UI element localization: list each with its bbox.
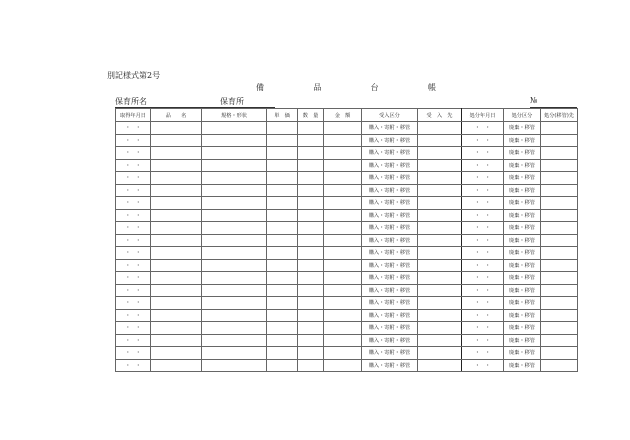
table-cell xyxy=(298,147,324,160)
date-cell: ・ ・ xyxy=(462,359,504,372)
dispose-type-cell: 廃棄・移管 xyxy=(504,134,541,147)
table-cell xyxy=(541,184,578,197)
col-header: 取得年月日 xyxy=(116,109,151,122)
table-cell xyxy=(418,147,462,160)
col-header: 品 名 xyxy=(151,109,202,122)
table-cell xyxy=(202,347,267,360)
dispose-type-cell: 廃棄・移管 xyxy=(504,172,541,185)
table-cell xyxy=(151,272,202,285)
table-cell xyxy=(202,259,267,272)
table-row xyxy=(116,122,578,135)
date-cell: ・ ・ xyxy=(116,184,151,197)
table-cell xyxy=(298,272,324,285)
date-cell: ・ ・ xyxy=(462,209,504,222)
dispose-type-cell: 廃棄・移管 xyxy=(504,322,541,335)
title-char: 品 xyxy=(313,83,322,92)
table-cell xyxy=(541,347,578,360)
table-row xyxy=(116,159,578,172)
date-cell: ・ ・ xyxy=(116,284,151,297)
title-char: 台 xyxy=(370,83,379,92)
table-cell xyxy=(267,159,298,172)
table-cell xyxy=(202,297,267,310)
table-row xyxy=(116,347,578,360)
dispose-type-cell: 廃棄・移管 xyxy=(504,122,541,135)
table-cell xyxy=(151,247,202,260)
date-cell: ・ ・ xyxy=(462,334,504,347)
table-cell xyxy=(267,209,298,222)
dispose-type-cell: 廃棄・移管 xyxy=(504,209,541,222)
table-cell xyxy=(151,234,202,247)
acquire-type-cell: 購入・寄附・移管 xyxy=(362,347,418,360)
table-row xyxy=(116,297,578,310)
table-cell xyxy=(324,172,362,185)
table-cell xyxy=(541,222,578,235)
col-header: 処分区分 xyxy=(504,109,541,122)
table-cell xyxy=(151,297,202,310)
facility-label: 保育所名 xyxy=(115,97,147,106)
dispose-type-cell: 廃棄・移管 xyxy=(504,334,541,347)
table-cell xyxy=(324,147,362,160)
table-cell xyxy=(418,272,462,285)
acquire-type-cell: 購入・寄附・移管 xyxy=(362,247,418,260)
table-cell xyxy=(324,359,362,372)
table-cell xyxy=(298,197,324,210)
table-cell xyxy=(298,247,324,260)
table-cell xyxy=(298,184,324,197)
table-cell xyxy=(541,247,578,260)
col-header: 金 額 xyxy=(324,109,362,122)
table-cell xyxy=(298,359,324,372)
table-cell xyxy=(541,122,578,135)
table-cell xyxy=(298,172,324,185)
acquire-type-cell: 購入・寄附・移管 xyxy=(362,284,418,297)
table-row xyxy=(116,334,578,347)
table-cell xyxy=(298,297,324,310)
dispose-type-cell: 廃棄・移管 xyxy=(504,284,541,297)
table-cell xyxy=(151,284,202,297)
date-cell: ・ ・ xyxy=(462,184,504,197)
table-cell xyxy=(541,359,578,372)
table-cell xyxy=(418,359,462,372)
table-row xyxy=(116,247,578,260)
col-header: 数 量 xyxy=(298,109,324,122)
table-cell xyxy=(267,272,298,285)
table-cell xyxy=(202,234,267,247)
col-header: 受入区分 xyxy=(362,109,418,122)
table-cell xyxy=(324,334,362,347)
date-cell: ・ ・ xyxy=(462,147,504,160)
table-cell xyxy=(541,134,578,147)
table-row xyxy=(116,284,578,297)
table-cell xyxy=(267,347,298,360)
table-cell xyxy=(151,222,202,235)
acquire-type-cell: 購入・寄附・移管 xyxy=(362,222,418,235)
date-cell: ・ ・ xyxy=(116,359,151,372)
acquire-type-cell: 購入・寄附・移管 xyxy=(362,234,418,247)
table-cell xyxy=(418,297,462,310)
number-field xyxy=(530,96,577,108)
table-row xyxy=(116,272,578,285)
table-cell xyxy=(202,184,267,197)
table-cell xyxy=(151,147,202,160)
ledger-title xyxy=(256,82,436,93)
table-cell xyxy=(202,222,267,235)
header-row xyxy=(115,96,577,108)
table-cell xyxy=(202,147,267,160)
date-cell: ・ ・ xyxy=(462,122,504,135)
table-cell xyxy=(324,259,362,272)
date-cell: ・ ・ xyxy=(462,322,504,335)
table-cell xyxy=(418,309,462,322)
dispose-type-cell: 廃棄・移管 xyxy=(504,347,541,360)
date-cell: ・ ・ xyxy=(116,209,151,222)
table-cell xyxy=(267,122,298,135)
table-cell xyxy=(324,309,362,322)
date-cell: ・ ・ xyxy=(116,222,151,235)
table-cell xyxy=(202,134,267,147)
dispose-type-cell: 廃棄・移管 xyxy=(504,159,541,172)
acquire-type-cell: 購入・寄附・移管 xyxy=(362,334,418,347)
table-cell xyxy=(202,122,267,135)
table-cell xyxy=(151,172,202,185)
table-cell xyxy=(298,347,324,360)
table-cell xyxy=(418,159,462,172)
table-cell xyxy=(418,322,462,335)
table-cell xyxy=(541,297,578,310)
table-cell xyxy=(267,259,298,272)
table-cell xyxy=(267,359,298,372)
table-cell xyxy=(267,247,298,260)
date-cell: ・ ・ xyxy=(116,259,151,272)
dispose-type-cell: 廃棄・移管 xyxy=(504,272,541,285)
title-char: 帳 xyxy=(427,83,436,92)
table-cell xyxy=(202,159,267,172)
dispose-type-cell: 廃棄・移管 xyxy=(504,234,541,247)
dispose-type-cell: 廃棄・移管 xyxy=(504,259,541,272)
table-cell xyxy=(267,134,298,147)
date-cell: ・ ・ xyxy=(462,247,504,260)
header-row-cells xyxy=(116,109,578,122)
table-cell xyxy=(324,122,362,135)
table-cell xyxy=(324,234,362,247)
dispose-type-cell: 廃棄・移管 xyxy=(504,184,541,197)
table-cell xyxy=(418,259,462,272)
date-cell: ・ ・ xyxy=(462,134,504,147)
date-cell: ・ ・ xyxy=(116,134,151,147)
table-cell xyxy=(324,247,362,260)
table-cell xyxy=(202,334,267,347)
table-cell xyxy=(324,184,362,197)
date-cell: ・ ・ xyxy=(462,347,504,360)
table-cell xyxy=(151,134,202,147)
table-cell xyxy=(298,309,324,322)
table-cell xyxy=(151,359,202,372)
table-cell xyxy=(541,284,578,297)
table-cell xyxy=(298,234,324,247)
col-header: 規格・形状 xyxy=(202,109,267,122)
table-row xyxy=(116,259,578,272)
title-char: 備 xyxy=(256,83,264,92)
acquire-type-cell: 購入・寄附・移管 xyxy=(362,309,418,322)
col-header: 処分年月日 xyxy=(462,109,504,122)
date-cell: ・ ・ xyxy=(462,259,504,272)
table-cell xyxy=(151,259,202,272)
table-cell xyxy=(418,247,462,260)
table-cell xyxy=(267,297,298,310)
table-cell xyxy=(202,322,267,335)
table-row xyxy=(116,234,578,247)
date-cell: ・ ・ xyxy=(462,159,504,172)
table-cell xyxy=(541,272,578,285)
table-cell xyxy=(418,184,462,197)
table-row xyxy=(116,322,578,335)
date-cell: ・ ・ xyxy=(462,272,504,285)
table-cell xyxy=(418,284,462,297)
table-cell xyxy=(324,347,362,360)
table-row xyxy=(116,134,578,147)
date-cell: ・ ・ xyxy=(116,122,151,135)
dispose-type-cell: 廃棄・移管 xyxy=(504,359,541,372)
table-row xyxy=(116,222,578,235)
table-cell xyxy=(541,159,578,172)
acquire-type-cell: 購入・寄附・移管 xyxy=(362,134,418,147)
dispose-type-cell: 廃棄・移管 xyxy=(504,222,541,235)
date-cell: ・ ・ xyxy=(116,197,151,210)
table-cell xyxy=(324,284,362,297)
table-cell xyxy=(298,259,324,272)
date-cell: ・ ・ xyxy=(116,322,151,335)
table-cell xyxy=(418,209,462,222)
acquire-type-cell: 購入・寄附・移管 xyxy=(362,172,418,185)
table-row xyxy=(116,184,578,197)
acquire-type-cell: 購入・寄附・移管 xyxy=(362,209,418,222)
table-cell xyxy=(418,234,462,247)
table-cell xyxy=(541,147,578,160)
dispose-type-cell: 廃棄・移管 xyxy=(504,247,541,260)
table-cell xyxy=(298,322,324,335)
table-cell xyxy=(267,184,298,197)
table-cell xyxy=(151,184,202,197)
table-cell xyxy=(324,222,362,235)
date-cell: ・ ・ xyxy=(462,197,504,210)
table-row xyxy=(116,359,578,372)
table-cell xyxy=(267,309,298,322)
col-header: 単 価 xyxy=(267,109,298,122)
table-cell xyxy=(324,297,362,310)
table-row xyxy=(116,197,578,210)
table-cell xyxy=(324,272,362,285)
table-cell xyxy=(202,209,267,222)
table-cell xyxy=(202,247,267,260)
table-cell xyxy=(267,147,298,160)
table-cell xyxy=(324,197,362,210)
table-cell xyxy=(418,347,462,360)
dispose-type-cell: 廃棄・移管 xyxy=(504,309,541,322)
table-cell xyxy=(151,209,202,222)
number-label: № xyxy=(530,96,538,105)
date-cell: ・ ・ xyxy=(462,297,504,310)
date-cell: ・ ・ xyxy=(462,222,504,235)
facility-field xyxy=(115,96,275,108)
table-cell xyxy=(541,197,578,210)
table-cell xyxy=(267,222,298,235)
date-cell: ・ ・ xyxy=(462,284,504,297)
table-cell xyxy=(151,347,202,360)
table-cell xyxy=(298,134,324,147)
table-cell xyxy=(541,259,578,272)
table-cell xyxy=(202,284,267,297)
date-cell: ・ ・ xyxy=(116,309,151,322)
table-cell xyxy=(202,197,267,210)
facility-name: 保育所 xyxy=(220,97,244,106)
date-cell: ・ ・ xyxy=(116,334,151,347)
table-cell xyxy=(541,334,578,347)
table-cell xyxy=(151,334,202,347)
table-cell xyxy=(202,172,267,185)
form-label: 別記様式第2号 xyxy=(107,71,161,80)
table-row xyxy=(116,209,578,222)
table-cell xyxy=(541,209,578,222)
acquire-type-cell: 購入・寄附・移管 xyxy=(362,159,418,172)
date-cell: ・ ・ xyxy=(116,172,151,185)
acquire-type-cell: 購入・寄附・移管 xyxy=(362,297,418,310)
table-row xyxy=(116,147,578,160)
acquire-type-cell: 購入・寄附・移管 xyxy=(362,184,418,197)
table-cell xyxy=(151,159,202,172)
table-row xyxy=(116,172,578,185)
table-cell xyxy=(324,159,362,172)
table-cell xyxy=(418,222,462,235)
col-header: 受 入 先 xyxy=(418,109,462,122)
table-cell xyxy=(298,222,324,235)
table-cell xyxy=(324,134,362,147)
date-cell: ・ ・ xyxy=(116,147,151,160)
table-cell xyxy=(267,322,298,335)
dispose-type-cell: 廃棄・移管 xyxy=(504,197,541,210)
table-cell xyxy=(298,334,324,347)
col-header: 処分(移管)先 xyxy=(541,109,578,122)
table-cell xyxy=(202,359,267,372)
table-cell xyxy=(151,122,202,135)
table-cell xyxy=(418,197,462,210)
acquire-type-cell: 購入・寄附・移管 xyxy=(362,322,418,335)
date-cell: ・ ・ xyxy=(116,347,151,360)
date-cell: ・ ・ xyxy=(116,297,151,310)
table-cell xyxy=(267,197,298,210)
table-cell xyxy=(267,234,298,247)
table-row xyxy=(116,309,578,322)
table-cell xyxy=(418,122,462,135)
date-cell: ・ ・ xyxy=(462,172,504,185)
table-cell xyxy=(202,272,267,285)
table-cell xyxy=(418,172,462,185)
table-cell xyxy=(541,309,578,322)
table-cell xyxy=(202,309,267,322)
acquire-type-cell: 購入・寄附・移管 xyxy=(362,197,418,210)
table-cell xyxy=(418,334,462,347)
date-cell: ・ ・ xyxy=(462,234,504,247)
acquire-type-cell: 購入・寄附・移管 xyxy=(362,259,418,272)
table-cell xyxy=(298,209,324,222)
acquire-type-cell: 購入・寄附・移管 xyxy=(362,359,418,372)
dispose-type-cell: 廃棄・移管 xyxy=(504,297,541,310)
table-cell xyxy=(151,197,202,210)
date-cell: ・ ・ xyxy=(462,309,504,322)
table-cell xyxy=(298,159,324,172)
table-cell xyxy=(324,322,362,335)
table-cell xyxy=(324,209,362,222)
dispose-type-cell: 廃棄・移管 xyxy=(504,147,541,160)
table-cell xyxy=(298,122,324,135)
acquire-type-cell: 購入・寄附・移管 xyxy=(362,272,418,285)
date-cell: ・ ・ xyxy=(116,247,151,260)
acquire-type-cell: 購入・寄附・移管 xyxy=(362,147,418,160)
table-cell xyxy=(541,172,578,185)
table-cell xyxy=(151,309,202,322)
table-cell xyxy=(267,172,298,185)
table-cell xyxy=(267,284,298,297)
ledger-table xyxy=(115,108,578,372)
date-cell: ・ ・ xyxy=(116,272,151,285)
acquire-type-cell: 購入・寄附・移管 xyxy=(362,122,418,135)
date-cell: ・ ・ xyxy=(116,159,151,172)
table-cell xyxy=(151,322,202,335)
table-cell xyxy=(298,284,324,297)
table-cell xyxy=(418,134,462,147)
table-cell xyxy=(541,234,578,247)
date-cell: ・ ・ xyxy=(116,234,151,247)
table-cell xyxy=(541,322,578,335)
table-cell xyxy=(267,334,298,347)
